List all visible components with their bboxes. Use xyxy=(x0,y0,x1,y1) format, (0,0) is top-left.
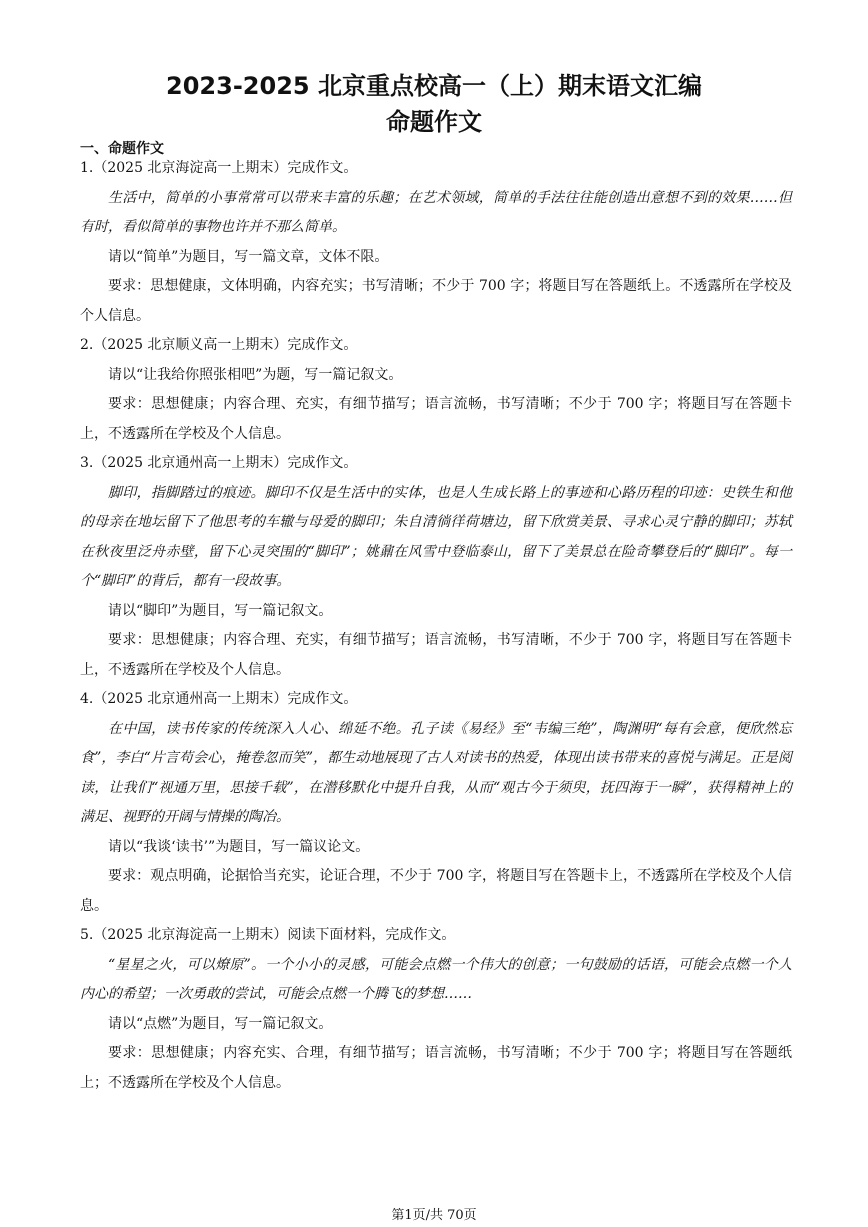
question-5-requirement: 要求：思想健康；内容充实、合理，有细节描写；语言流畅，书写清晰；不少于 700 字；将题目写在答题纸上；不透露所在学校及个人信息。 xyxy=(80,1045,792,1091)
question-3-heading: 3.（2025 北京通州高一上期末）完成作文。 xyxy=(80,455,358,471)
question-3-requirement: 要求：思想健康；内容合理、充实，有细节描写；语言流畅，书写清晰，不少于 700 字，将题目写在答题卡上，不透露所在学校及个人信息。 xyxy=(80,632,792,678)
question-4-requirement: 要求：观点明确，论据恰当充实，论证合理，不少于 700 字，将题目写在答题卡上，不透露所在学校及个人信息。 xyxy=(80,868,792,914)
question-4-heading: 4.（2025 北京通州高一上期末）完成作文。 xyxy=(80,691,358,707)
question-4-material: 在中国，读书传家的传统深入人心、绵延不绝。孔子读《易经》至“韦编三绝”，陶渊明“每有会意，便欣然忘食”，李白“片言苟会心，掩卷忽而笑”，都生动地展现了古人对读书的热爱，体现出读书带来的喜悦与满足。正是阅读，让我们“视通万里，思接千载”，在潜移默化中提升自我，从而“观古今于须臾，抚四海于一瞬”，获得精神上的满足、视野的开阔与情操的陶冶。 xyxy=(80,720,792,825)
question-1-heading: 1.（2025 北京海淀高一上期末）完成作文。 xyxy=(80,160,358,176)
question-3-prompt: 请以“脚印”为题目，写一篇记叙文。 xyxy=(108,602,333,619)
question-5-prompt: 请以“点燃”为题目，写一篇记叙文。 xyxy=(108,1015,333,1032)
question-2-prompt: 请以“让我给你照张相吧”为题，写一篇记叙文。 xyxy=(108,366,403,383)
question-1-prompt: 请以“简单”为题目，写一篇文章，文体不限。 xyxy=(108,248,389,265)
question-1-requirement: 要求：思想健康，文体明确，内容充实；书写清晰；不少于 700 字；将题目写在答题纸上。不透露所在学校及个人信息。 xyxy=(80,278,792,324)
page-number: 第1页/共 70页 xyxy=(391,1208,477,1223)
question-3-material: 脚印，指脚踏过的痕迹。脚印不仅是生活中的实体，也是人生成长路上的事迹和心路历程的印迹：史铁生和他的母亲在地坛留下了他思考的车辙与母爱的脚印；朱自清徜徉荷塘边，留下欣赏美景、寻求心灵宁静的脚印；苏轼在秋夜里泛舟赤壁，留下心灵突围的“脚印”；姚鼐在风雪中登临泰山，留下了美景总在险奇攀登后的“脚印”。每一个“脚印”的背后，都有一段故事。 xyxy=(80,484,792,589)
section-heading: 一、命题作文 xyxy=(80,141,164,157)
question-5-material: “星星之火，可以燎原”。一个小小的灵感，可能会点燃一个伟大的创意；一句鼓励的话语，可能会点燃一个人内心的希望；一次勇敢的尝试，可能会点燃一个腾飞的梦想…… xyxy=(80,956,792,1002)
document-title: 2023-2025 北京重点校高一（上）期末语文汇编 xyxy=(166,72,702,100)
document-subtitle: 命题作文 xyxy=(386,108,482,136)
question-1-material: 生活中，简单的小事常常可以带来丰富的乐趣；在艺术领域，简单的手法往往能创造出意想不到的效果……但有时，看似简单的事物也许并不那么简单。 xyxy=(80,189,792,235)
questions-body xyxy=(80,154,792,1098)
question-2-heading: 2.（2025 北京顺义高一上期末）完成作文。 xyxy=(80,337,358,353)
question-2-requirement: 要求：思想健康；内容合理、充实，有细节描写；语言流畅，书写清晰；不少于 700 字；将题目写在答题卡上，不透露所在学校及个人信息。 xyxy=(80,396,792,442)
question-4-prompt: 请以“我谈‘读书’”为题目，写一篇议论文。 xyxy=(108,838,370,855)
question-5-heading: 5.（2025 北京海淀高一上期末）阅读下面材料，完成作文。 xyxy=(80,927,456,943)
